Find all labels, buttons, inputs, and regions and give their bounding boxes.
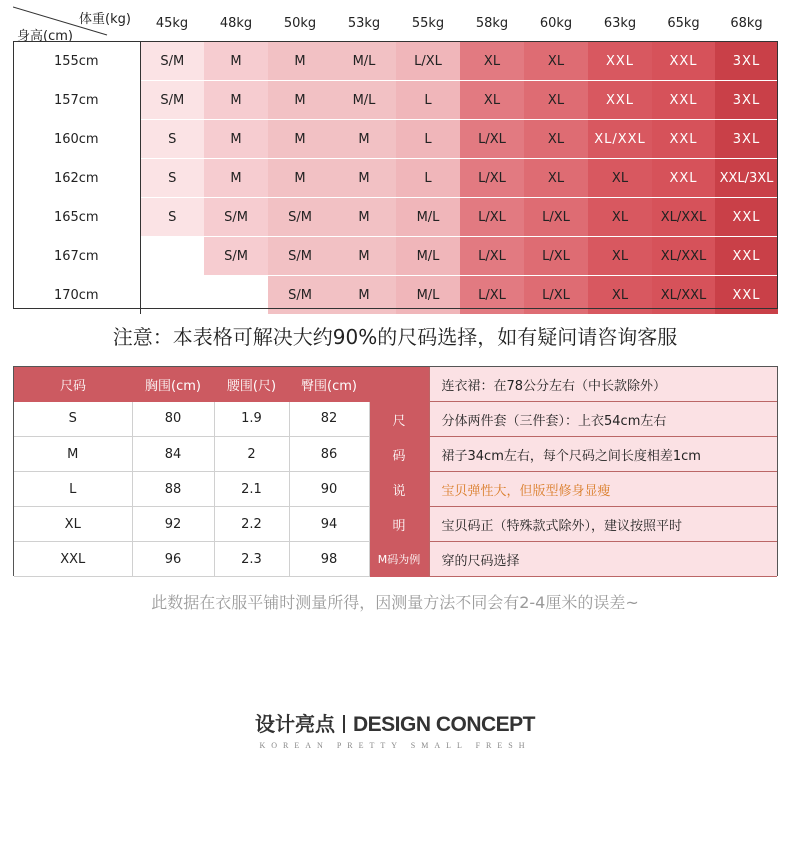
size-cell: M	[268, 42, 332, 81]
col-header-waist: 腰围(尺)	[214, 367, 289, 402]
weight-col-header: 68kg	[715, 5, 778, 42]
waist-value: 2	[214, 437, 289, 472]
side-label: 明	[369, 507, 429, 542]
size-cell: XL/XXL	[652, 276, 715, 315]
size-cell	[140, 276, 204, 315]
concept-title-zh: 设计亮点	[254, 712, 335, 736]
size-cell: S	[140, 198, 204, 237]
size-cell: XL/XXL	[652, 237, 715, 276]
hip-value: 98	[289, 542, 369, 577]
size-cell	[204, 276, 268, 315]
size-cell: XXL	[652, 81, 715, 120]
height-cell: 167cm	[13, 237, 140, 276]
size-cell: XL	[524, 42, 588, 81]
waist-value: 2.1	[214, 472, 289, 507]
table-row	[13, 42, 778, 81]
size-cell: S/M	[140, 42, 204, 81]
measurement-grid	[14, 367, 777, 577]
waist-value: 2.2	[214, 507, 289, 542]
table-row	[13, 237, 778, 276]
weight-col-header: 48kg	[204, 5, 268, 42]
size-cell: L	[396, 120, 460, 159]
size-cell: L/XL	[460, 237, 524, 276]
height-cell: 157cm	[13, 81, 140, 120]
size-cell: XXL	[715, 198, 778, 237]
table-row	[14, 472, 777, 507]
table-row	[14, 437, 777, 472]
size-value: L	[14, 472, 132, 507]
size-cell: M	[204, 120, 268, 159]
size-cell: M	[332, 237, 396, 276]
weight-col-header: 50kg	[268, 5, 332, 42]
size-cell: XL	[588, 198, 652, 237]
size-cell: M	[332, 276, 396, 315]
bust-value: 84	[132, 437, 214, 472]
hip-value: 94	[289, 507, 369, 542]
waist-value: 1.9	[214, 402, 289, 437]
size-cell: XL	[460, 42, 524, 81]
bust-value: 88	[132, 472, 214, 507]
hip-value: 86	[289, 437, 369, 472]
weight-col-header: 58kg	[460, 5, 524, 42]
size-cell: XL	[524, 120, 588, 159]
hip-value: 82	[289, 402, 369, 437]
size-cell: M	[332, 120, 396, 159]
table-row	[14, 402, 777, 437]
weight-header: 体重(kg)	[79, 12, 131, 27]
size-cell: L/XL	[524, 276, 588, 315]
hip-value: 90	[289, 472, 369, 507]
table-row	[13, 276, 778, 315]
size-value: M	[14, 437, 132, 472]
table-row	[14, 542, 777, 577]
size-cell: XL/XXL	[588, 120, 652, 159]
size-cell	[140, 237, 204, 276]
side-header-blank	[369, 367, 429, 402]
size-cell: M/L	[332, 42, 396, 81]
height-cell: 165cm	[13, 198, 140, 237]
size-cell: L/XL	[460, 276, 524, 315]
design-concept-heading	[0, 708, 790, 750]
table-row	[13, 120, 778, 159]
size-cell: S/M	[204, 198, 268, 237]
size-cell: M/L	[396, 237, 460, 276]
size-cell: XL	[524, 81, 588, 120]
waist-value: 2.3	[214, 542, 289, 577]
col-header-bust: 胸围(cm)	[132, 367, 214, 402]
size-recommendation-table	[13, 5, 778, 308]
size-cell: S/M	[140, 81, 204, 120]
size-cell: M	[204, 159, 268, 198]
size-cell: L/XL	[524, 198, 588, 237]
size-cell: L	[396, 81, 460, 120]
table-row	[13, 81, 778, 120]
concept-subtitle: KOREAN PRETTY SMALL FRESH	[259, 741, 531, 750]
size-cell: 3XL	[715, 81, 778, 120]
size-cell: XXL	[652, 159, 715, 198]
size-cell: M/L	[396, 276, 460, 315]
size-cell: XXL	[715, 237, 778, 276]
height-cell: 170cm	[13, 276, 140, 315]
note-line: 裙子34cm左右，每个尺码之间长度相差1cm	[429, 437, 777, 472]
bust-value: 80	[132, 402, 214, 437]
bust-value: 92	[132, 507, 214, 542]
size-cell: XXL	[588, 42, 652, 81]
size-cell: L/XL	[460, 198, 524, 237]
table-row	[13, 159, 778, 198]
note-line-highlight: 宝贝弹性大，但版型修身显瘦	[429, 472, 777, 507]
title-divider	[343, 715, 345, 733]
height-cell: 160cm	[13, 120, 140, 159]
height-header: 身高(cm)	[17, 29, 73, 44]
size-cell: M/L	[332, 81, 396, 120]
size-cell: XL	[460, 81, 524, 120]
size-cell: S	[140, 120, 204, 159]
size-value: XXL	[14, 542, 132, 577]
table-row	[13, 198, 778, 237]
weight-col-header: 55kg	[396, 5, 460, 42]
size-cell: XL	[588, 276, 652, 315]
size-value: XL	[14, 507, 132, 542]
weight-col-header: 45kg	[140, 5, 204, 42]
size-cell: 3XL	[715, 42, 778, 81]
size-cell: M	[204, 81, 268, 120]
note-line: 穿的尺码选择	[429, 542, 777, 577]
size-cell: L/XL	[460, 120, 524, 159]
size-cell: M/L	[396, 198, 460, 237]
table-row	[14, 507, 777, 542]
side-label: 说	[369, 472, 429, 507]
note-line: 连衣裙：在78公分左右（中长款除外）	[429, 367, 777, 402]
weight-col-header: 65kg	[652, 5, 715, 42]
size-value: S	[14, 402, 132, 437]
size-cell: XXL	[652, 120, 715, 159]
weight-col-header: 53kg	[332, 5, 396, 42]
size-cell: S/M	[268, 237, 332, 276]
notice-text: 注意：本表格可解决大约90%的尺码选择，如有疑问请咨询客服	[112, 325, 678, 349]
height-cell: 155cm	[13, 42, 140, 81]
size-cell: S/M	[268, 198, 332, 237]
weight-col-header: 63kg	[588, 5, 652, 42]
note-line: 分体两件套（三件套）：上衣54cm左右	[429, 402, 777, 437]
size-cell: M	[204, 42, 268, 81]
size-cell: M	[332, 198, 396, 237]
size-cell: M	[268, 120, 332, 159]
size-cell: M	[268, 81, 332, 120]
size-cell: XXL	[588, 81, 652, 120]
note-line: 宝贝码正（特殊款式除外），建议按照平时	[429, 507, 777, 542]
size-cell: L/XL	[460, 159, 524, 198]
size-cell: XL	[524, 159, 588, 198]
col-header-size: 尺码	[14, 367, 132, 402]
size-cell: XXL	[715, 276, 778, 315]
size-cell: XL	[588, 237, 652, 276]
size-cell: L/XL	[524, 237, 588, 276]
side-label: 尺	[369, 402, 429, 437]
bust-value: 96	[132, 542, 214, 577]
measurement-table	[13, 366, 778, 576]
size-cell: L	[396, 159, 460, 198]
size-cell: XL	[588, 159, 652, 198]
size-cell: L/XL	[396, 42, 460, 81]
size-cell: M	[268, 159, 332, 198]
height-cell: 162cm	[13, 159, 140, 198]
size-cell: XXL	[652, 42, 715, 81]
size-cell: XL/XXL	[652, 198, 715, 237]
size-cell: XXL/3XL	[715, 159, 778, 198]
side-label: M码为例	[369, 542, 429, 577]
concept-title-en: DESIGN CONCEPT	[352, 713, 536, 736]
size-cell: S/M	[268, 276, 332, 315]
col-header-hip: 臀围(cm)	[289, 367, 369, 402]
side-label: 码	[369, 437, 429, 472]
size-cell: S/M	[204, 237, 268, 276]
measurement-disclaimer: 此数据在衣服平铺时测量所得，因测量方法不同会有2-4厘米的误差~	[151, 593, 639, 612]
size-grid	[13, 5, 778, 314]
corner-header	[13, 5, 140, 42]
size-cell: 3XL	[715, 120, 778, 159]
weight-col-header: 60kg	[524, 5, 588, 42]
size-cell: S	[140, 159, 204, 198]
size-cell: M	[332, 159, 396, 198]
